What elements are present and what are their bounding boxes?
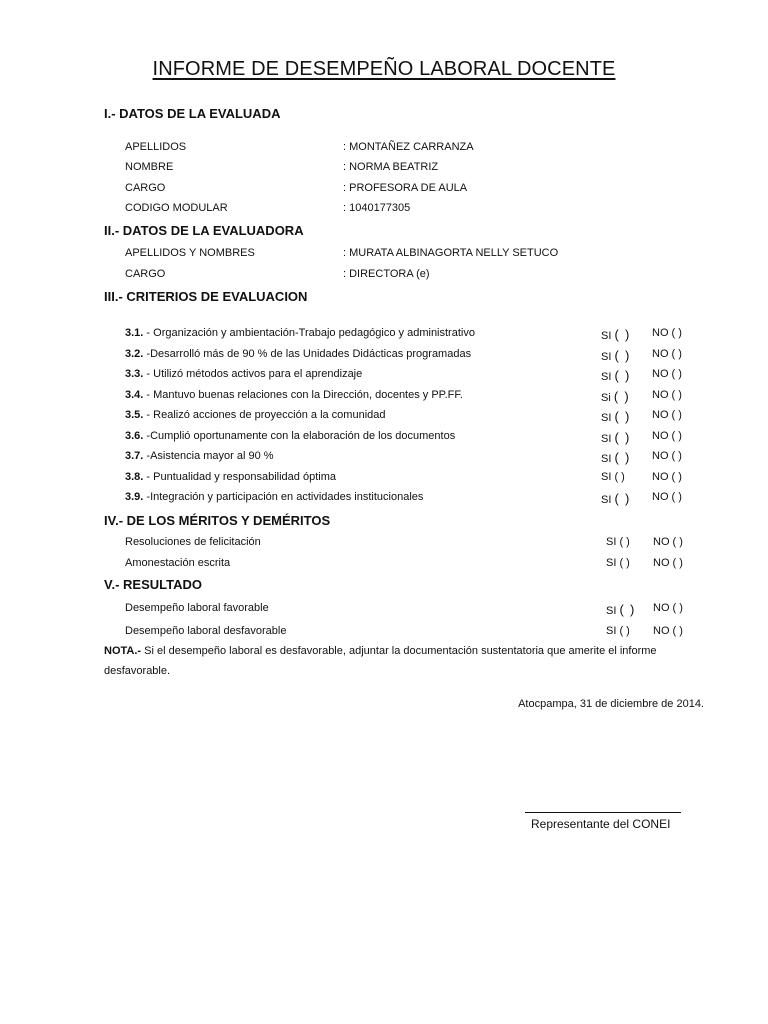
- si-paren-open: (: [614, 327, 619, 342]
- criterion-no-option[interactable]: NO ( ): [652, 348, 682, 360]
- merit-item-felicitacion: Resoluciones de felicitación: [125, 536, 261, 548]
- criterion-text: - Organización y ambientación-Trabajo pedagógico y administrativo: [143, 327, 475, 339]
- criterion-text: - Utilizó métodos activos para el aprendizaje: [143, 368, 363, 380]
- section-1-heading: I.- DATOS DE LA EVALUADA: [104, 106, 281, 121]
- field-label-codigo-modular: CODIGO MODULAR: [125, 202, 228, 214]
- si-label: SI: [601, 371, 612, 383]
- si-label: SI: [601, 351, 612, 363]
- criterion-si-option[interactable]: [601, 450, 629, 465]
- criterion-no-option[interactable]: NO ( ): [652, 471, 682, 483]
- field-value-evaluadora-nombres: : MURATA ALBINAGORTA NELLY SETUCO: [343, 247, 559, 259]
- si-paren-open: (: [614, 348, 619, 363]
- criterion-number: 3.4.: [125, 389, 144, 401]
- criterion-text: - Puntualidad y responsabilidad óptima: [143, 471, 336, 483]
- criterion-si-option[interactable]: [601, 491, 629, 506]
- merit-si-option[interactable]: SI ( ): [606, 536, 630, 548]
- criterion-no-option[interactable]: NO ( ): [652, 409, 682, 421]
- criterion-item: [125, 368, 362, 380]
- nota-label: NOTA.-: [104, 645, 142, 657]
- field-value-apellidos: : MONTAÑEZ CARRANZA: [343, 141, 474, 153]
- criterion-si-option[interactable]: [601, 368, 629, 383]
- criterion-number: 3.8.: [125, 471, 144, 483]
- merit-item-amonestacion: Amonestación escrita: [125, 557, 231, 569]
- si-label: SI: [601, 412, 612, 424]
- si-paren-close: ): [624, 409, 630, 424]
- si-paren-close: ): [624, 327, 630, 342]
- criterion-number: 3.2.: [125, 348, 144, 360]
- result-no-option[interactable]: NO ( ): [653, 602, 683, 614]
- criterion-si-option[interactable]: [601, 327, 629, 342]
- si-paren-close: ): [624, 348, 630, 363]
- criterion-number: 3.9.: [125, 491, 144, 503]
- criterion-item: [125, 491, 423, 503]
- si-paren-close: ): [629, 602, 635, 617]
- criterion-number: 3.7.: [125, 450, 144, 462]
- si-label: SI: [601, 453, 612, 465]
- si-paren-close: ): [624, 430, 630, 445]
- si-paren-open: (: [614, 409, 619, 424]
- si-paren-close: ): [624, 491, 630, 506]
- field-value-nombre: : NORMA BEATRIZ: [343, 161, 439, 173]
- si-label: SI: [601, 433, 612, 445]
- si-paren-open: (: [614, 430, 619, 445]
- criterion-si-option[interactable]: [601, 430, 629, 445]
- si-paren-close: ): [624, 450, 630, 465]
- criterion-number: 3.3.: [125, 368, 144, 380]
- criterion-item: [125, 348, 471, 360]
- field-label-nombre: NOMBRE: [125, 161, 174, 173]
- criterion-text: -Desarrolló más de 90 % de las Unidades Didácticas programadas: [143, 348, 472, 360]
- criterion-item: [125, 389, 463, 401]
- criterion-text: -Integración y participación en actividades institucionales: [143, 491, 424, 503]
- field-label-cargo: CARGO: [125, 182, 166, 194]
- si-label: Si: [601, 392, 611, 404]
- nota-text: Si el desempeño laboral es desfavorable, adjuntar la documentación sustentatoria que amerite el informe desfavorable.: [104, 645, 657, 677]
- field-label-evaluadora-nombres: APELLIDOS Y NOMBRES: [125, 247, 255, 259]
- field-value-evaluadora-cargo: : DIRECTORA (e): [343, 268, 430, 280]
- criterion-no-option[interactable]: NO ( ): [652, 450, 682, 462]
- place-date: Atocpampa, 31 de diciembre de 2014.: [518, 698, 704, 710]
- result-si-option[interactable]: [606, 602, 634, 617]
- criterion-no-option[interactable]: NO ( ): [652, 368, 682, 380]
- criterion-no-option[interactable]: NO ( ): [652, 327, 682, 339]
- criterion-si-option[interactable]: SI ( ): [601, 471, 625, 483]
- result-item-favorable: Desempeño laboral favorable: [125, 602, 269, 614]
- si-paren-open: (: [613, 389, 619, 404]
- section-3-heading: III.- CRITERIOS DE EVALUACION: [104, 289, 308, 304]
- si-paren-open: (: [614, 368, 619, 383]
- si-paren-open: (: [619, 602, 624, 617]
- signature-label: Representante del CONEI: [531, 817, 671, 831]
- criterion-si-option[interactable]: [601, 389, 629, 404]
- si-paren-open: (: [614, 450, 619, 465]
- field-label-apellidos: APELLIDOS: [125, 141, 187, 153]
- si-paren-close: ): [624, 389, 629, 404]
- criterion-no-option[interactable]: NO ( ): [652, 430, 682, 442]
- si-paren-close: ): [624, 368, 630, 383]
- section-2-heading: II.- DATOS DE LA EVALUADORA: [104, 223, 304, 238]
- result-item-desfavorable: Desempeño laboral desfavorable: [125, 625, 287, 637]
- result-si-option[interactable]: SI ( ): [606, 625, 630, 637]
- criterion-number: 3.5.: [125, 409, 144, 421]
- nota-paragraph: [104, 641, 704, 681]
- criterion-item: [125, 409, 386, 421]
- field-label-evaluadora-cargo: CARGO: [125, 268, 166, 280]
- merit-si-option[interactable]: SI ( ): [606, 557, 630, 569]
- criterion-text: - Realizó acciones de proyección a la comunidad: [143, 409, 386, 421]
- criterion-text: -Asistencia mayor al 90 %: [143, 450, 274, 462]
- criterion-item: [125, 327, 475, 339]
- field-value-codigo-modular: : 1040177305: [343, 202, 411, 214]
- criterion-number: 3.1.: [125, 327, 144, 339]
- criterion-si-option[interactable]: [601, 348, 629, 363]
- criterion-no-option[interactable]: NO ( ): [652, 389, 682, 401]
- criterion-number: 3.6.: [125, 430, 144, 442]
- si-label: SI: [601, 330, 612, 342]
- criterion-text: -Cumplió oportunamente con la elaboración de los documentos: [143, 430, 456, 442]
- signature-line: [525, 812, 681, 813]
- section-4-heading: IV.- DE LOS MÉRITOS Y DEMÉRITOS: [104, 513, 331, 528]
- criterion-item: [125, 430, 455, 442]
- criterion-no-option[interactable]: NO ( ): [652, 491, 682, 503]
- criterion-text: - Mantuvo buenas relaciones con la Dirección, docentes y PP.FF.: [143, 389, 463, 401]
- document-title: INFORME DE DESEMPEÑO LABORAL DOCENTE: [152, 58, 616, 80]
- si-label: SI: [606, 605, 617, 617]
- criterion-item: [125, 471, 336, 483]
- merit-no-option[interactable]: NO ( ): [653, 557, 683, 569]
- result-no-option[interactable]: NO ( ): [653, 625, 683, 637]
- si-label: SI: [601, 494, 612, 506]
- section-5-heading: V.- RESULTADO: [104, 577, 202, 592]
- si-paren-open: (: [614, 491, 619, 506]
- field-value-cargo: : PROFESORA DE AULA: [343, 182, 468, 194]
- criterion-si-option[interactable]: [601, 409, 629, 424]
- merit-no-option[interactable]: NO ( ): [653, 536, 683, 548]
- criterion-item: [125, 450, 274, 462]
